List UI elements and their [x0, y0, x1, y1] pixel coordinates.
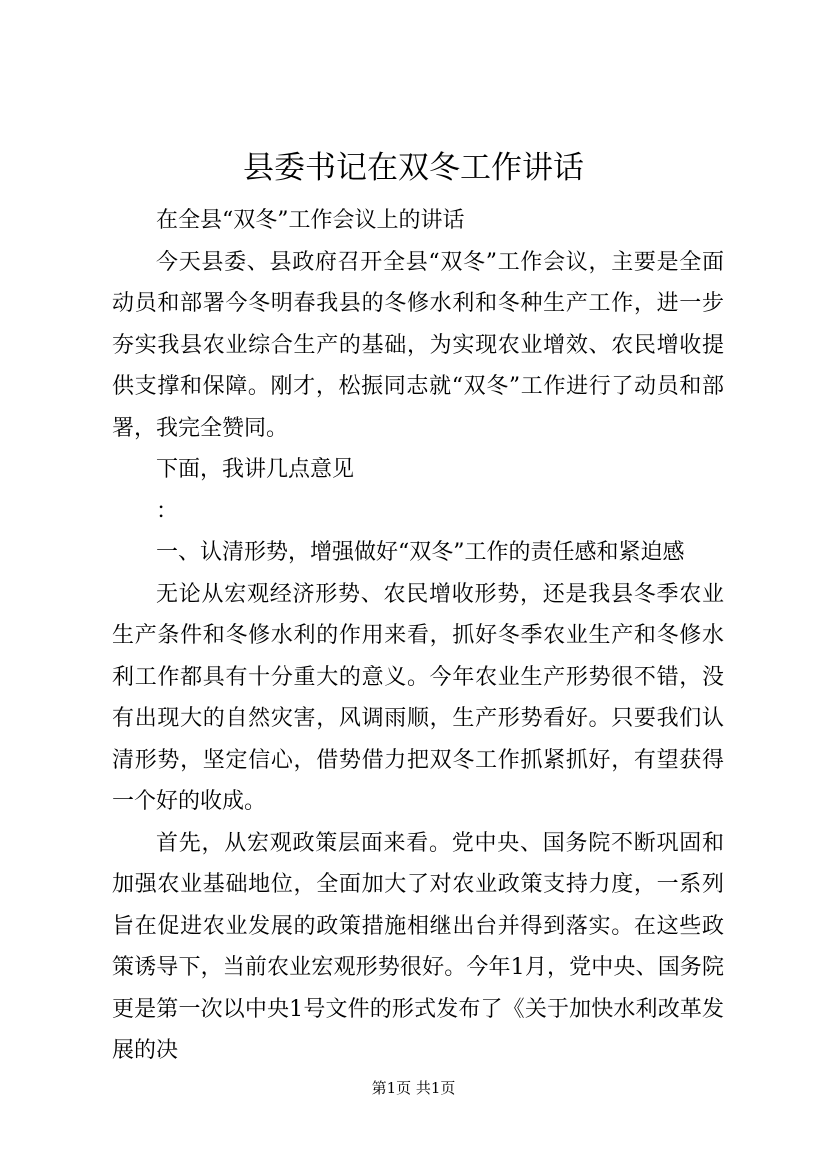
paragraph-colon: ： — [156, 498, 179, 524]
paragraph-opening: 今天县委、县政府召开全县“双冬”工作会议，主要是全面动员和部署今冬明春我县的冬修水利和冬种生产工作，进一步夯实我县农业综合生产的基础，为实现农业增效、农民增收提供支撑和保障。刚才，松振同志就“双冬”工作进行了动员和部署，我完全赞同。 — [112, 249, 724, 441]
document-body — [112, 200, 724, 1072]
speech-subtitle: 在全县“双冬”工作会议上的讲话 — [156, 208, 465, 233]
paragraph-situation: 无论从宏观经济形势、农民增收形势，还是我县冬季农业生产条件和冬修水利的作用来看，抓好冬季农业生产和冬修水利工作都具有十分重大的意义。今年农业生产形势很不错，没有出现大的自然灾害，风调雨顺，生产形势看好。只要我们认清形势，坚定信心，借势借力把双冬工作抓紧抓好，有望获得一个好的收成。 — [112, 581, 724, 814]
page-footer: 第1页 共1页 — [371, 1079, 456, 1097]
document-title: 县委书记在双冬工作讲话 — [243, 150, 584, 186]
paragraph-intro-points: 下面，我讲几点意见 — [156, 457, 355, 482]
paragraph-policy: 首先，从宏观政策层面来看。党中央、国务院不断巩固和加强农业基础地位，全面加大了对农业政策支持力度，一系列旨在促进农业发展的政策措施相继出台并得到落实。在这些政策诱导下，当前农业宏观形势很好。今年1月，党中央、国务院更是第一次以中央1号文件的形式发布了《关于加快水利改革发展的决 — [112, 830, 724, 1063]
section-heading-1: 一、认清形势，增强做好“双冬”工作的责任感和紧迫感 — [156, 540, 685, 565]
